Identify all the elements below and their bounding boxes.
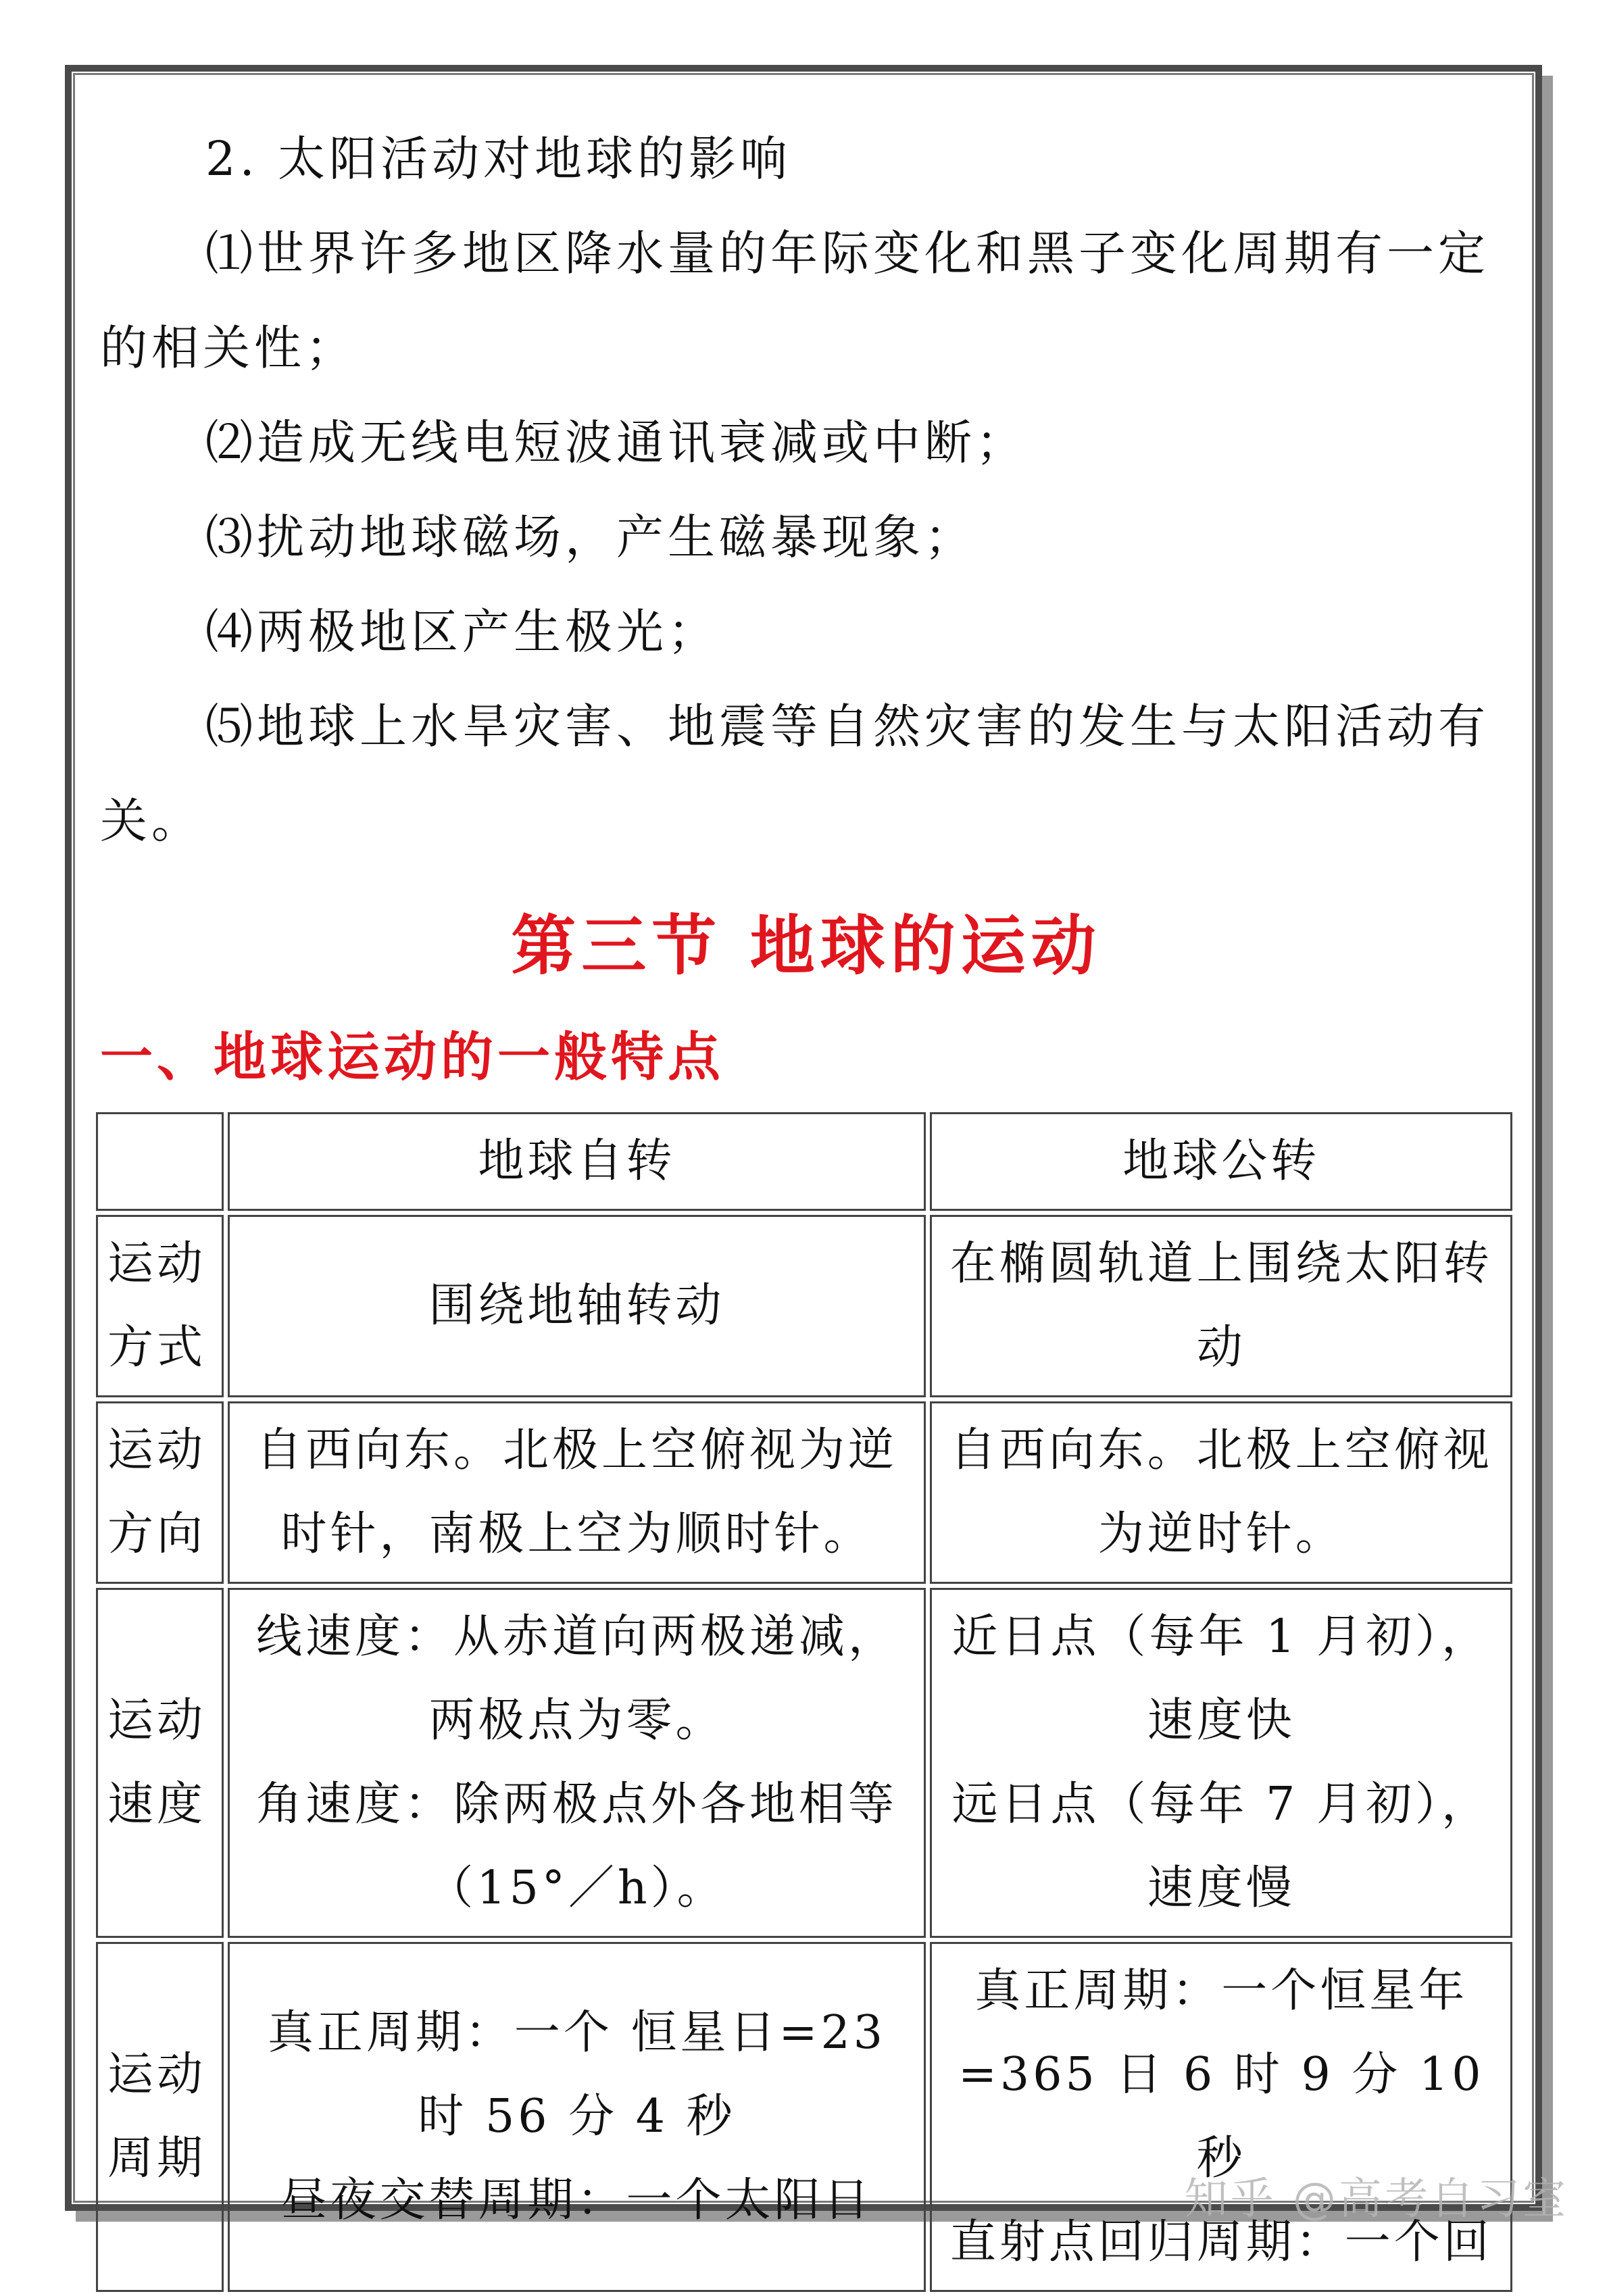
revolution-aphelion: 远日点（每年 7 月初），速度慢 <box>951 1778 1491 1915</box>
rotation-linear-speed: 线速度：从赤道向两极递减，两极点为零。 <box>255 1610 897 1747</box>
rotation-period <box>228 1942 926 2292</box>
rotation-sidereal-day: 真正周期：一个 恒星日=23 时 56 分 4 秒 <box>267 2006 887 2143</box>
impact-item-1: ⑴世界许多地区降水量的年际变化和黑子变化周期有一定的相关性； <box>100 226 1489 376</box>
text-content <box>100 111 1512 1105</box>
revolution-mode: 在椭圆轨道上围绕太阳转动 <box>930 1215 1512 1397</box>
table-header-rotation: 地球自转 <box>228 1112 926 1211</box>
table-header-empty <box>96 1112 224 1211</box>
earth-motion-table <box>92 1108 1516 2296</box>
rotation-angular-speed: 角速度：除两极点外各地相等（15°／h）。 <box>255 1778 897 1915</box>
sub-title: 一、地球运动的一般特点 <box>100 1027 725 1088</box>
section-heading: 2. 太阳活动对地球的影响 <box>205 131 792 186</box>
rotation-mode: 围绕地轴转动 <box>228 1215 926 1397</box>
row-label-direction: 运动方向 <box>96 1401 224 1584</box>
revolution-tropical-year: 直射点回归周期：一个回 <box>949 2216 1493 2269</box>
revolution-speed <box>930 1588 1512 1938</box>
rotation-solar-day: 昼夜交替周期：一个太阳日 <box>280 2174 873 2227</box>
impact-item-2: ⑵造成无线电短波通讯衰减或中断； <box>205 415 1027 470</box>
row-label-mode: 运动方式 <box>96 1215 224 1397</box>
revolution-perihelion: 近日点（每年 1 月初），速度快 <box>951 1610 1491 1747</box>
rotation-speed <box>228 1588 926 1938</box>
table-row <box>96 1401 1512 1584</box>
revolution-sidereal-year: 真正周期：一个恒星年=365 日 6 时 9 分 10 秒 <box>958 1964 1485 2185</box>
table-row <box>96 1215 1512 1397</box>
table-row <box>96 1942 1512 2292</box>
row-label-speed: 运动速度 <box>96 1588 224 1938</box>
row-label-period: 运动周期 <box>96 1942 224 2292</box>
section-title: 第三节 地球的运动 <box>511 908 1101 984</box>
impact-item-3: ⑶扰动地球磁场，产生磁暴现象； <box>205 509 976 565</box>
impact-item-4: ⑷两极地区产生极光； <box>205 604 719 659</box>
rotation-direction: 自西向东。北极上空俯视为逆时针，南极上空为顺时针。 <box>228 1401 926 1584</box>
table-header-revolution: 地球公转 <box>930 1112 1512 1211</box>
revolution-period <box>930 1942 1512 2292</box>
impact-item-5: ⑸地球上水旱灾害、地震等自然灾害的发生与太阳活动有关。 <box>100 699 1489 849</box>
table-row <box>96 1588 1512 1938</box>
table-header-row <box>96 1112 1512 1211</box>
watermark: 知乎 @高考自习室 <box>1184 2174 1568 2224</box>
revolution-direction: 自西向东。北极上空俯视为逆时针。 <box>930 1401 1512 1584</box>
